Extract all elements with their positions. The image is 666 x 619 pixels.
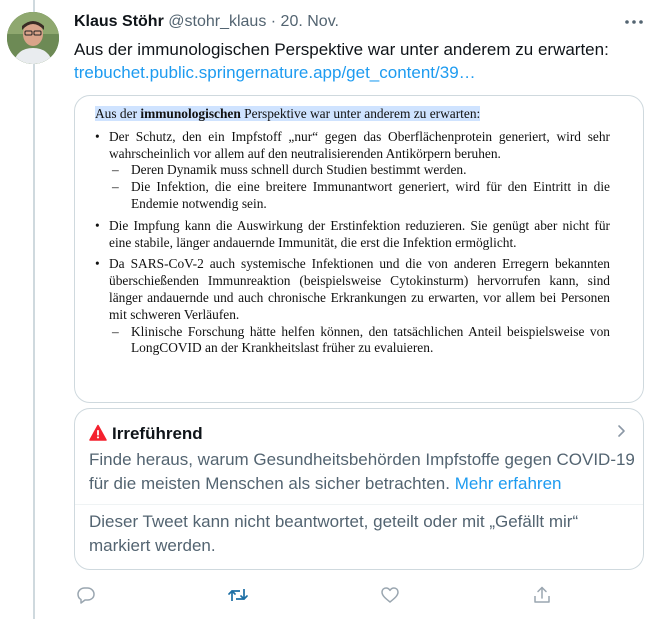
thread-line <box>33 0 35 619</box>
bullet-item <box>95 256 610 357</box>
bullet-text: Der Schutz, den ein Impfstoff „nur“ gegen das Oberflächenprotein generiert, wird sehr wahrscheinlich vor allem auf den neutralisierenden Antikörpern beruhen. <box>109 128 610 161</box>
heading-post: Perspektive war unter anderem zu erwarten: <box>240 106 481 121</box>
reply-icon <box>76 585 96 605</box>
bullet-item <box>95 129 610 213</box>
author-handle[interactable]: @stohr_klaus <box>168 13 267 30</box>
sub-dash: – <box>112 323 119 339</box>
tweet-date[interactable]: 20. Nov. <box>280 13 339 30</box>
sub-text: Deren Dynamik muss schnell durch Studien bestimmt werden. <box>131 162 467 178</box>
document-text <box>95 106 610 362</box>
sub-item <box>109 179 610 213</box>
chevron-right-icon <box>613 423 629 439</box>
notice-title-text: Irreführend <box>112 424 203 443</box>
sub-text: Die Infektion, die eine breitere Immunantwort generiert, wird für den Eintritt in die Endemie notwendig sein. <box>131 179 610 211</box>
avatar[interactable] <box>7 12 59 64</box>
share-icon <box>532 585 552 605</box>
sub-dash: – <box>112 179 119 195</box>
share-button[interactable] <box>530 583 554 607</box>
sub-item <box>109 324 610 358</box>
document-heading <box>95 106 610 123</box>
tweet-actions <box>74 583 554 607</box>
heart-icon <box>380 585 400 605</box>
sub-item <box>109 162 610 179</box>
heading-bold: immunologischen <box>140 106 241 121</box>
learn-more-link[interactable]: Mehr erfahren <box>454 474 562 493</box>
heading-pre: Aus der <box>95 106 141 121</box>
avatar-photo <box>7 12 59 64</box>
sub-dash: – <box>112 162 119 178</box>
notice-title <box>89 424 203 444</box>
attached-image[interactable] <box>74 95 644 403</box>
bullet-item <box>95 218 610 252</box>
more-horizontal-icon <box>624 12 644 32</box>
notice-body: Finde heraus, warum Gesundheitsbehörden Impfstoffe gegen COVID-19 für die meisten Menschen als sicher betrachten. <box>89 450 635 493</box>
sub-text: Klinische Forschung hätte helfen können, den tatsächlichen Anteil beispielsweise von LongCOVID an der Krankheitslast früher zu evaluieren. <box>131 323 610 356</box>
author-name[interactable]: Klaus Stöhr <box>74 13 164 30</box>
document-list <box>95 129 610 357</box>
retweet-button[interactable] <box>226 583 250 607</box>
notice-text <box>89 448 637 496</box>
heading-highlight <box>95 106 480 121</box>
like-button[interactable] <box>378 583 402 607</box>
bullet-text: Die Impfung kann die Auswirkung der Erstinfektion reduzieren. Sie genügt aber nicht für eine stabile, länger andauernde Immunität, die erst die Infektion ermöglicht. <box>109 217 610 250</box>
notice-expand-button[interactable] <box>613 423 629 444</box>
notice-footer: Dieser Tweet kann nicht beantwortet, geteilt oder mit „Gefällt mir“ markiert werden. <box>89 512 579 555</box>
retweet-icon <box>227 585 249 605</box>
tweet-link[interactable]: trebuchet.public.springernature.app/get_content/39… <box>74 63 476 82</box>
misleading-notice[interactable] <box>74 408 644 570</box>
tweet-text <box>74 38 644 84</box>
tweet-text-line: Aus der immunologischen Perspektive war unter anderem zu erwarten: <box>74 40 609 59</box>
more-options-button[interactable] <box>624 12 644 36</box>
tweet-header <box>74 12 339 32</box>
notice-divider <box>75 504 643 505</box>
bullet-text: Da SARS-CoV-2 auch systemische Infektionen und die von anderen Erregern bekannten überschießenden Immunreaktion (beispielsweise Cytokinsturm) hervorrufen kann, sind länger andauernde und auch chronische Erkrankungen zu erwarten, vor allem bei Personen mit schweren Verläufen. <box>109 256 610 322</box>
reply-button[interactable] <box>74 583 98 607</box>
separator-dot: · <box>270 13 277 30</box>
warning-triangle-icon <box>89 424 107 442</box>
